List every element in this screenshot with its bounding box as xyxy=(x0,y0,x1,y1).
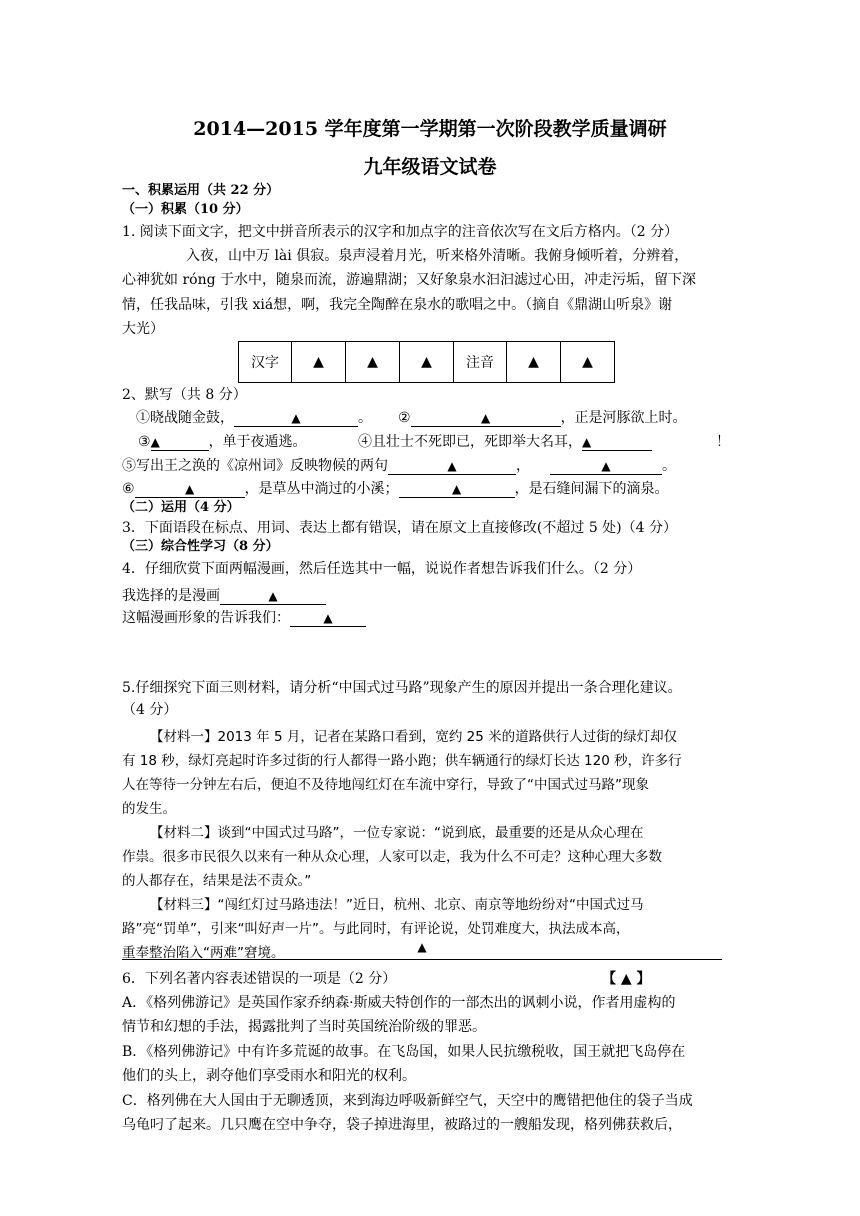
exam-title-line2: 九年级语文试卷 xyxy=(363,156,497,178)
option-b-line: 他们的头上，剥夺他们享受雨水和阳光的权利。 xyxy=(122,1068,416,1084)
question-6-stem: 6．下列名著内容表述错误的一项是（2 分） xyxy=(122,971,397,987)
question-6-answer-bracket[interactable]: 【 ▲ 】 xyxy=(602,971,651,987)
material-1-line: 人在等待一分钟左右后，便迫不及待地闯红灯在车流中穿行，导致了“中国式过马路”现象 xyxy=(122,777,649,793)
material-1-line: 的发生。 xyxy=(122,801,176,817)
fill-blank[interactable]: ▲ xyxy=(411,410,561,427)
question-5-stem: 5.仔细探究下面三则材料，请分析“中国式过马路”现象产生的原因并提出一条合理化建议。 xyxy=(122,680,682,696)
answer-cell[interactable]: ▲ xyxy=(561,342,615,383)
question-5-points: （4 分） xyxy=(122,702,178,718)
fill-blank[interactable]: ▲ xyxy=(550,458,662,475)
answer-cell[interactable]: ▲ xyxy=(400,342,454,383)
subsection-heading-comprehensive: （三）综合性学习（8 分） xyxy=(122,539,279,554)
question-5-answer-line[interactable] xyxy=(122,940,722,962)
fill-blank[interactable]: ▲ xyxy=(220,588,326,605)
question-4-answer-1: 我选择的是漫画 ▲ xyxy=(122,586,326,606)
question-4-answer-2: 这幅漫画形象的告诉我们： ▲ xyxy=(122,608,366,628)
answer-cell[interactable]: ▲ xyxy=(346,342,400,383)
recitation-line-2: ③▲ ，单于夜遁逃。 xyxy=(138,434,307,450)
question-1-passage-line: 大光） xyxy=(122,321,164,337)
table-cell-zhuyin-label: 注音 xyxy=(454,342,507,383)
fill-blank[interactable]: ▲ xyxy=(290,610,366,627)
subsection-heading-usage: （二）运用（4 分） xyxy=(122,500,240,515)
recitation-line-1: ①晓战随金鼓， ▲ 。 xyxy=(136,410,372,426)
recitation-line-2b: ④且壮士不死即已，死即举大名耳，▲ xyxy=(358,432,652,452)
option-a-line: A．《格列佛游记》是英国作家乔纳森·斯威夫特创作的一部杰出的讽刺小说，作者用虚构的 xyxy=(122,995,676,1011)
fill-blank[interactable]: ▲ xyxy=(234,410,358,427)
question-1-passage-line: 情，任我品味，引我 xiá想，啊，我完全陶醉在泉水的歌唱之中。（摘自《鼎湖山听泉》谢 xyxy=(122,297,673,313)
fill-blank[interactable]: ▲ xyxy=(582,434,652,451)
fill-blank[interactable]: ▲ xyxy=(399,481,515,498)
question-4-stem: 4．仔细欣赏下面两幅漫画，然后任选其中一幅，说说作者想告诉我们什么。（2 分） xyxy=(122,561,642,577)
answer-table-q1 xyxy=(238,341,615,383)
recitation-line-3: ⑤写出王之涣的《凉州词》反映物候的两句 ▲ ， ▲ 。 xyxy=(122,458,676,474)
material-1-line: 有 18 秒，绿灯亮起时许多过街的行人都得一路小跑；供车辆通行的绿灯长达 120 秒，许多行 xyxy=(122,753,682,769)
recitation-line-1b: ② ▲ ，正是河豚欲上时。 xyxy=(398,410,687,426)
material-3-line: 重奉整治陷入“两难”窘境。 xyxy=(122,945,285,961)
subsection-heading-accumulation: （一）积累（10 分） xyxy=(122,202,249,217)
option-c-line: C．格列佛在大人国由于无聊透顶，来到海边呼吸新鲜空气，天空中的鹰错把他住的袋子当成 xyxy=(122,1093,693,1109)
option-a-line: 情节和幻想的手法，揭露批判了当时英国统治阶级的罪恶。 xyxy=(122,1019,486,1035)
option-b-line: B．《格列佛游记》中有许多荒诞的故事。在飞岛国，如果人民抗缴税收，国王就把飞岛停在 xyxy=(122,1044,686,1060)
material-3-line: 【材料三】“闯红灯过马路违法！”近日，杭州、北京、南京等地纷纷对“中国式过马 xyxy=(150,897,644,913)
material-1-line: 【材料一】2013 年 5 月，记者在某路口看到，宽约 25 米的道路供行人过街的绿灯却仅 xyxy=(150,729,678,745)
answer-cell[interactable]: ▲ xyxy=(292,342,346,383)
question-1-passage-line: 入夜，山中万 lài 俱寂。泉声浸着月光，听来格外清晰。我俯身倾听着，分辨着， xyxy=(186,248,689,264)
recitation-line-2-end: ！ xyxy=(716,434,730,450)
section-heading-1: 一、积累运用（共 22 分） xyxy=(122,183,280,198)
question-1-passage-line: 心神犹如 róng 于水中，随泉而流，游遍鼎湖；又好象泉水汩汩滤过心田，冲走污垢，留下深 xyxy=(122,272,696,288)
answer-marker: ▲ xyxy=(417,940,427,954)
answer-underline xyxy=(122,959,722,960)
material-2-line: 作祟。很多市民很久以来有一种从众心理，人家可以走，我为什么不可走？这种心理大多数 xyxy=(122,849,662,865)
table-cell-hanzi-label: 汉字 xyxy=(239,342,292,383)
option-c-line: 乌龟叼了起来。几只鹰在空中争夺，袋子掉进海里，被路过的一艘船发现，格列佛获救后， xyxy=(122,1117,682,1133)
fill-blank[interactable]: ▲ xyxy=(135,481,245,498)
fill-blank[interactable]: ▲ xyxy=(388,458,516,475)
fill-blank[interactable]: ▲ xyxy=(151,434,209,451)
recitation-line-4: ⑥ ▲ ，是草丛中淌过的小溪； ▲ ，是石缝间漏下的滴泉。 xyxy=(122,481,669,497)
question-3-stem: 3．下面语段在标点、用词、表达上都有错误，请在原文上直接修改(不超过 5 处)（4 分） xyxy=(122,520,677,536)
material-2-line: 的人都存在，结果是法不责众。” xyxy=(122,873,312,889)
material-3-line: 路”亮“罚单”，引来“叫好声一片”。与此同时，有评论说，处罚难度大，执法成本高， xyxy=(122,921,630,937)
exam-title-line1: 2014—2015 学年度第一学期第一次阶段教学质量调研 xyxy=(193,118,667,140)
question-2-stem: 2、默写（共 8 分） xyxy=(122,387,247,403)
material-2-line: 【材料二】谈到“中国式过马路”，一位专家说：“说到底，最重要的还是从众心理在 xyxy=(150,825,644,841)
question-1-stem: 1. 阅读下面文字，把文中拼音所表示的汉字和加点字的注音依次写在文后方格内。（2 分） xyxy=(122,224,679,240)
answer-cell[interactable]: ▲ xyxy=(507,342,561,383)
